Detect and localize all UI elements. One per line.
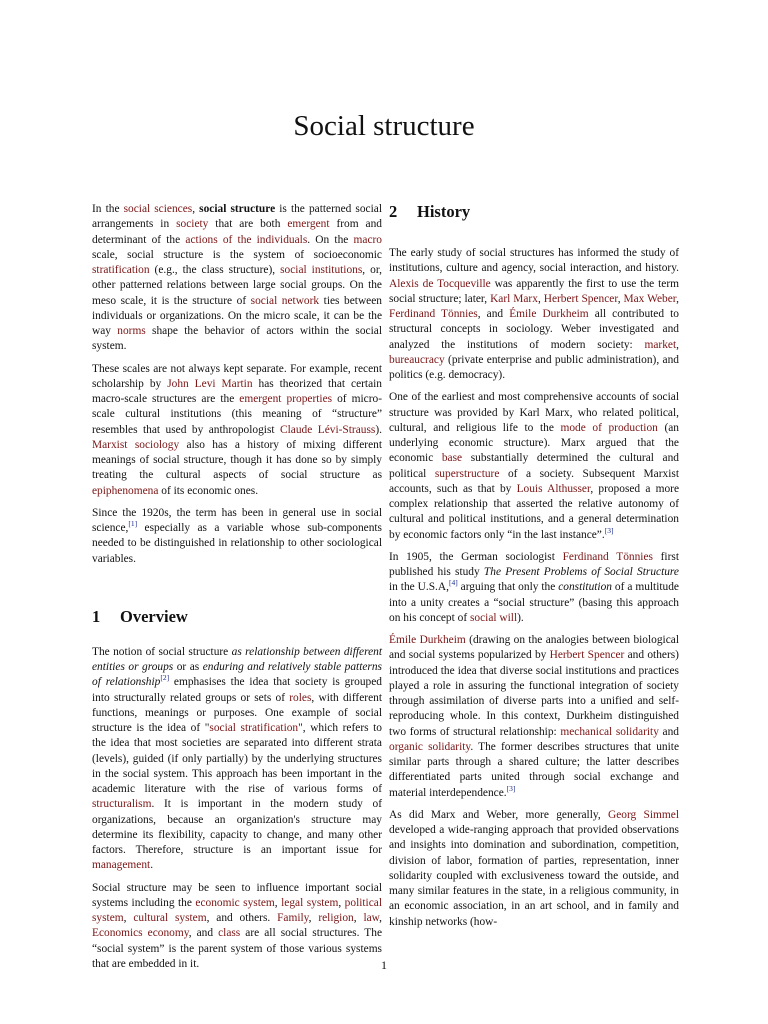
- text-run: , and: [188, 927, 219, 940]
- wiki-link[interactable]: superstructure: [434, 467, 500, 480]
- text-run: The early study of social structures has informed the study of institutions, culture and agency, social interaction, and history.: [389, 247, 679, 275]
- overview-paragraph-1: [92, 645, 382, 874]
- text-run: substantially determined the cultural and political: [389, 452, 679, 480]
- text-run: especially as a variable whose sub-components needed to be distinguished in relationship to other sociological variables.: [92, 522, 382, 565]
- text-run: (an underlying economic structure). Marx argued that the economic: [389, 421, 679, 465]
- text-run: arguing that only the: [457, 581, 559, 594]
- history-paragraph-3: [389, 550, 679, 626]
- wiki-link[interactable]: social sciences: [123, 203, 193, 215]
- page-title: Social structure: [293, 110, 475, 142]
- text-run: of a multitude into a unity creates a “social structure” (basing this approach on his concept of: [389, 581, 679, 624]
- wiki-link[interactable]: social will: [469, 611, 518, 624]
- wiki-link[interactable]: social network: [250, 294, 320, 307]
- wiki-link[interactable]: Georg Simmel: [607, 808, 679, 821]
- text-run: shape the behavior of actors within the social system.: [92, 325, 382, 353]
- citation-link[interactable]: [4]: [448, 578, 458, 588]
- section-title: History: [417, 202, 471, 221]
- wiki-link[interactable]: Émile Durkheim: [389, 634, 466, 646]
- text-run: , or, other patterned relations between large social groups. On the meso scale, it is the structure of: [92, 264, 383, 307]
- right-column: [389, 202, 679, 937]
- text-run: ,: [353, 912, 364, 924]
- text-run: developed a wide-ranging approach that provided observations and insights into domination and subordination, competition, division of labor, formation of parties, representation, inner solidarity coupled with exclusiveness toward the outside, and many similar features in the state, in a religious community, in an economic association, in an art school, and in family and kinship networks (how-: [389, 824, 679, 928]
- left-column: [92, 202, 382, 979]
- wiki-link[interactable]: Alexis de Tocqueville: [389, 277, 491, 290]
- wiki-link[interactable]: cultural system: [133, 912, 207, 924]
- text-run: . On the: [307, 233, 354, 246]
- text-run: , and: [477, 308, 510, 320]
- citation-link[interactable]: [3]: [506, 783, 516, 793]
- wiki-link[interactable]: Claude Lévi-Strauss: [280, 423, 376, 436]
- text-run: One of the earliest and most comprehensive accounts of social structure was provided by Karl Marx, who related political, cultural, and religious life to the: [389, 391, 679, 434]
- history-paragraph-1: [389, 246, 679, 383]
- text-run: ,: [537, 292, 544, 305]
- text-run: is the patterned social arrangements in: [92, 203, 382, 231]
- wiki-link[interactable]: emergent: [287, 218, 330, 231]
- wiki-link[interactable]: Max Weber: [623, 292, 677, 305]
- wiki-link[interactable]: Herbert Spencer: [549, 649, 625, 662]
- wiki-link[interactable]: bureaucracy: [389, 353, 445, 366]
- text-run: ,: [676, 338, 679, 351]
- text-run: ,: [379, 912, 383, 924]
- text-run: scale, social structure is the system of socioeconomic: [92, 248, 382, 261]
- wiki-link[interactable]: Karl Marx: [490, 292, 538, 305]
- wiki-link[interactable]: structuralism: [92, 798, 152, 811]
- wiki-link[interactable]: management: [92, 859, 151, 872]
- text-run: ,: [123, 912, 134, 924]
- history-paragraph-5: [389, 808, 679, 930]
- wiki-link[interactable]: Herbert Spencer: [543, 292, 618, 305]
- wiki-link[interactable]: John Levi Martin: [167, 377, 253, 390]
- text-run: ties between individuals or organizations. On the micro scale, it can be the way: [92, 294, 382, 337]
- wiki-link[interactable]: mechanical solidarity: [560, 725, 659, 738]
- text-run: Social structure may be seen to influence important social systems including the: [92, 881, 382, 909]
- text-run: ", which refers to the idea that most societies are separated into different strata (levels), guided (if only partially) by the underlying structures in the social system. This approach has been important in the academic literature with the rise of various forms of: [92, 722, 382, 795]
- wiki-link[interactable]: Émile Durkheim: [509, 308, 589, 320]
- text-run: , with different functions, meanings or purposes. One example of social structure is the idea of ": [92, 691, 382, 734]
- text-run: in the U.S.A,: [389, 581, 449, 594]
- bold-term: social structure: [199, 203, 276, 215]
- wiki-link[interactable]: emergent properties: [239, 393, 333, 405]
- wiki-link[interactable]: Ferdinand Tönnies: [389, 308, 478, 320]
- wiki-link[interactable]: actions of the individuals: [185, 233, 308, 246]
- text-run: of its economic ones.: [158, 484, 259, 497]
- wiki-link[interactable]: law: [363, 912, 380, 924]
- text-run: ,: [192, 203, 200, 215]
- text-run: .: [150, 859, 154, 872]
- text-run: These scales are not always kept separate. For example, recent scholarship by: [92, 362, 382, 390]
- text-run: of micro-scale cultural institutions (this meaning of “structure” resembles that used by anthropologist: [92, 393, 382, 436]
- section-title: Overview: [120, 606, 188, 626]
- italic-text: The Present Problems of Social Structure: [483, 566, 679, 578]
- text-run: The notion of social structure: [92, 645, 232, 658]
- text-run: (drawing on the analogies between biological and social systems popularized by: [389, 634, 679, 662]
- wiki-link[interactable]: society: [176, 218, 209, 231]
- history-paragraph-2: [389, 390, 679, 543]
- wiki-link[interactable]: legal system: [281, 896, 339, 909]
- text-run: ,: [308, 912, 319, 924]
- text-run: or as: [173, 661, 203, 673]
- text-run: of a society. Subsequent Marxist accounts, such as that by: [389, 467, 679, 495]
- intro-paragraph-2: [92, 362, 382, 499]
- text-run: ).: [517, 611, 524, 624]
- wiki-link[interactable]: organic solidarity: [389, 740, 471, 753]
- text-run: . The former describes structures that unite similar parts through a shared culture; the latter describes differentiated parts united through social exchange and material interdependence.: [389, 740, 679, 799]
- text-run: . It is important in the modern study of organizations, because an organization's structure may determine its flexibility, capacity to change, and many other factors. Therefore, structure is an important issue for: [92, 798, 382, 856]
- wiki-link[interactable]: Louis Althusser: [516, 482, 591, 495]
- citation-link[interactable]: [3]: [604, 525, 614, 535]
- text-run: , proposed a more complex relationship that asserted the relative autonomy of cultural and political institutions, and a general determination by economic factors only “in the last instance”.: [389, 482, 679, 541]
- intro-paragraph-3: [92, 506, 382, 567]
- wiki-link[interactable]: social stratification: [209, 722, 299, 734]
- text-run: In 1905, the German sociologist: [389, 550, 563, 563]
- wiki-link[interactable]: stratification: [92, 264, 150, 276]
- wiki-link[interactable]: religion: [318, 912, 354, 924]
- text-run: first published his study: [389, 550, 679, 578]
- wiki-link[interactable]: epiphenomena: [92, 484, 159, 497]
- page-number: 1: [381, 958, 387, 972]
- wiki-link[interactable]: norms: [117, 325, 146, 337]
- wiki-link[interactable]: Family: [277, 912, 309, 924]
- wiki-link[interactable]: Economics economy: [92, 927, 189, 940]
- text-run: ,: [338, 896, 345, 909]
- text-run: As did Marx and Weber, more generally,: [389, 808, 608, 821]
- text-run: , and others.: [206, 912, 278, 924]
- text-run: In the: [92, 203, 124, 215]
- wiki-link[interactable]: Marxist sociology: [92, 438, 180, 451]
- text-run: ,: [274, 896, 282, 909]
- text-run: emphasises the idea that society is grouped into structurally related groups or sets of: [92, 676, 382, 704]
- wiki-link[interactable]: macro: [353, 233, 382, 246]
- section-heading-history: [389, 202, 679, 222]
- wiki-link[interactable]: Ferdinand Tönnies: [562, 550, 653, 563]
- wiki-link[interactable]: social institutions: [280, 264, 363, 276]
- section-heading-overview: [92, 607, 382, 627]
- wiki-link[interactable]: mode of production: [560, 421, 658, 434]
- wiki-link[interactable]: economic system: [195, 896, 275, 909]
- wiki-link[interactable]: market: [644, 338, 677, 351]
- text-run: has theorized that certain macro-scale structures are the: [92, 377, 383, 405]
- italic-text: enduring and relatively stable patterns of relationship: [92, 661, 382, 689]
- text-run: was apparently the first to use the term social structure; later,: [389, 277, 679, 305]
- text-run: also has a history of mixing different meanings of social structure, though it has done so by simply treating the cultural aspects of social structure as: [92, 438, 382, 482]
- italic-text: constitution: [558, 581, 612, 594]
- wiki-link[interactable]: class: [218, 927, 241, 940]
- text-run: that are both: [208, 218, 288, 231]
- text-run: ).: [375, 423, 382, 436]
- text-run: from and determinant of the: [92, 218, 382, 246]
- text-run: (e.g., the class structure),: [149, 264, 281, 276]
- text-run: and: [658, 725, 680, 738]
- italic-text: as relationship between different entities or groups: [92, 645, 383, 673]
- citation-link[interactable]: [1]: [128, 519, 138, 529]
- wiki-link[interactable]: base: [441, 452, 463, 465]
- section-number: 1: [92, 606, 101, 626]
- text-run: all contributed to structural concepts in sociology. Weber investigated and analyzed the institutions of modern society:: [389, 308, 679, 351]
- text-run: and others) introduced the idea that diverse social institutions and practices played a role in assuring the functional integration of society through assimilation of diverse parts into a unified and self-reproducing whole. In this context, Durkheim distinguished two forms of structural relationship:: [389, 649, 679, 738]
- text-run: are all social structures. The “social system” is the parent system of those various systems that are embedded in it.: [92, 927, 382, 970]
- history-paragraph-4: [389, 633, 679, 801]
- citation-link[interactable]: [2]: [160, 673, 170, 683]
- text-run: ,: [617, 292, 624, 305]
- text-run: Since the 1920s, the term has been in general use in social science,: [92, 506, 382, 534]
- text-run: ,: [676, 292, 679, 305]
- wiki-link[interactable]: political system: [92, 896, 382, 924]
- section-number: 2: [389, 202, 398, 221]
- intro-paragraph-1: [92, 202, 382, 355]
- text-run: (private enterprise and public administration), and politics (e.g. democracy).: [389, 353, 679, 381]
- wiki-link[interactable]: roles: [289, 691, 312, 704]
